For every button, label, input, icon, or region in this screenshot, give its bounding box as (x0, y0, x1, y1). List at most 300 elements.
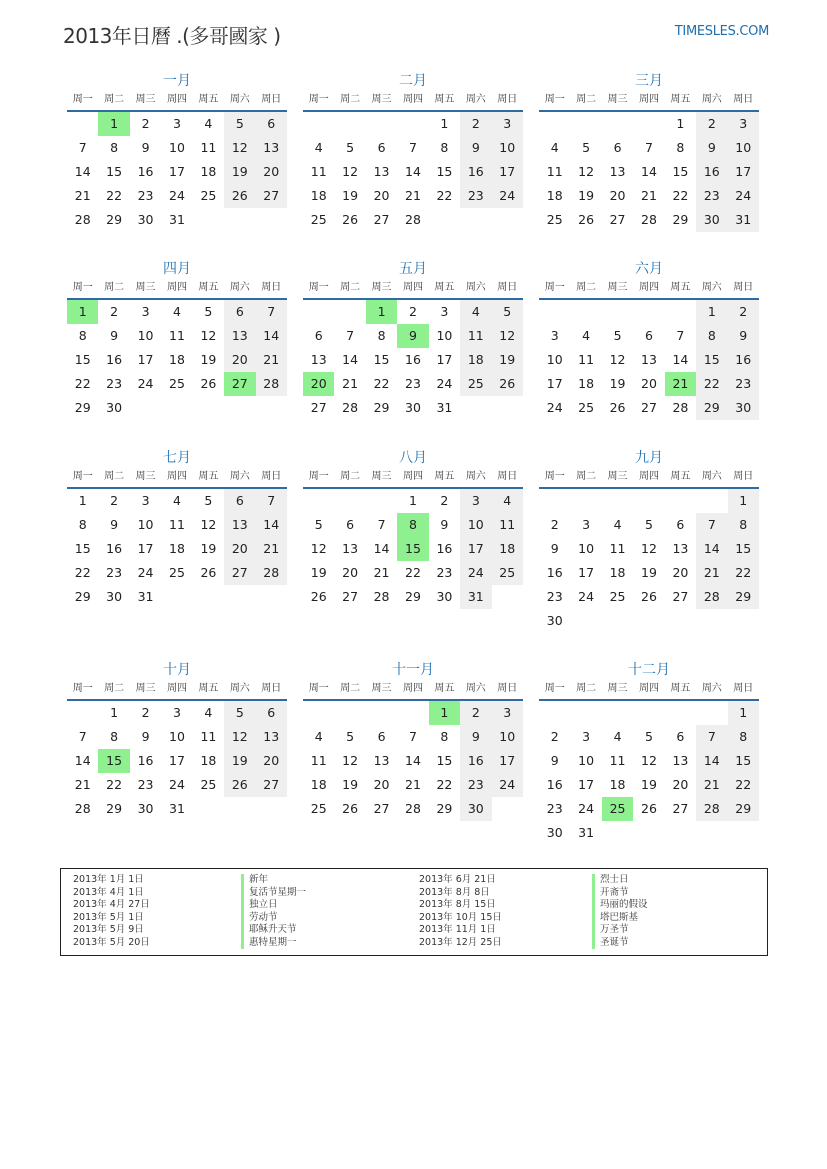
day-cell: 15 (696, 348, 727, 372)
day-cell: 5 (346, 140, 355, 155)
holiday-name: 耶稣升天节 (241, 924, 306, 937)
day-cell: 11 (609, 753, 626, 768)
weekday-label: 周五 (198, 94, 219, 105)
day-cell: 1 (110, 705, 119, 720)
day-grid (67, 300, 287, 420)
day-cell: 2 (696, 112, 727, 136)
day-cell: 12 (578, 164, 595, 179)
day-cell: 5 (492, 300, 523, 324)
weekday-label: 周五 (434, 94, 455, 105)
empty-cell (539, 489, 570, 513)
day-cell: 24 (137, 376, 154, 391)
day-cell: 15 (728, 749, 759, 773)
day-cell: 18 (169, 541, 185, 556)
day-cell: 24 (436, 376, 453, 391)
day-cell: 13 (672, 753, 689, 768)
day-cell: 18 (169, 352, 185, 367)
day-cell: 17 (137, 352, 154, 367)
day-cell: 8 (110, 140, 119, 155)
day-cell: 4 (314, 729, 323, 744)
day-cell: 5 (224, 112, 255, 136)
day-cell: 23 (546, 801, 563, 816)
weekday-label: 周二 (104, 94, 125, 105)
day-cell: 2 (550, 729, 559, 744)
weekday-label: 周三 (607, 282, 628, 293)
holiday-date: 2013年 8月 8日 (419, 886, 490, 898)
day-cell: 14 (672, 352, 689, 367)
day-cell: 11 (310, 164, 327, 179)
day-cell: 6 (676, 729, 685, 744)
weekday-label: 周日 (733, 471, 754, 482)
day-cell: 9 (696, 136, 727, 160)
day-cell: 27 (224, 561, 255, 585)
day-cell: 28 (696, 797, 727, 821)
brand-logo[interactable]: TIMESLES.COM (674, 24, 769, 39)
day-cell: 4 (173, 493, 181, 508)
day-cell: 27 (256, 184, 287, 208)
holiday-name: 劳动节 (241, 912, 306, 925)
day-cell: 14 (74, 753, 91, 768)
day-cell: 22 (106, 188, 123, 203)
day-cell: 29 (106, 801, 123, 816)
day-cell: 21 (405, 777, 421, 792)
empty-cell (570, 489, 601, 513)
weekday-label: 周三 (135, 94, 156, 105)
day-cell: 7 (696, 513, 727, 537)
day-cell: 1 (440, 116, 449, 131)
day-cell: 2 (409, 304, 417, 319)
day-cell: 18 (200, 753, 217, 768)
day-cell: 7 (346, 328, 355, 343)
day-cell: 13 (373, 164, 390, 179)
weekday-label: 周三 (135, 683, 156, 694)
day-cell: 5 (645, 517, 653, 532)
day-cell: 30 (436, 589, 453, 604)
weekday-label: 周日 (733, 94, 754, 105)
day-cell: 20 (224, 348, 255, 372)
weekday-label: 周六 (701, 471, 722, 482)
day-cell: 25 (169, 376, 185, 391)
empty-cell (633, 300, 664, 324)
day-cell: 2 (440, 493, 449, 508)
empty-cell (665, 701, 696, 725)
day-cell: 9 (460, 136, 491, 160)
day-cell: 30 (460, 797, 491, 821)
day-cell: 31 (137, 589, 154, 604)
day-cell: 16 (460, 160, 491, 184)
day-cell: 17 (169, 753, 185, 768)
empty-cell (570, 300, 601, 324)
day-cell: 16 (137, 753, 154, 768)
day-cell: 16 (546, 565, 563, 580)
day-cell: 26 (224, 773, 255, 797)
weekday-label: 周三 (371, 683, 392, 694)
holiday-day-cell: 9 (397, 324, 428, 348)
weekday-label: 周五 (670, 683, 691, 694)
day-cell: 23 (460, 773, 491, 797)
day-cell: 3 (492, 701, 523, 725)
day-cell: 15 (74, 541, 91, 556)
day-cell: 5 (314, 517, 323, 532)
day-cell: 20 (609, 188, 626, 203)
day-cell: 27 (672, 589, 689, 604)
day-cell: 24 (578, 589, 595, 604)
day-cell: 20 (342, 565, 359, 580)
day-cell: 13 (672, 541, 689, 556)
day-cell: 19 (310, 565, 327, 580)
weekday-label: 周三 (607, 683, 628, 694)
holiday-name: 复活节星期一 (241, 887, 306, 900)
day-cell: 12 (310, 541, 327, 556)
day-cell: 13 (256, 136, 287, 160)
weekday-label: 周五 (670, 282, 691, 293)
month-nov (303, 659, 523, 821)
weekday-header (539, 681, 759, 701)
month-sep (539, 447, 759, 633)
weekday-label: 周日 (261, 282, 282, 293)
day-cell: 31 (436, 400, 453, 415)
weekday-label: 周日 (261, 471, 282, 482)
day-cell: 6 (256, 112, 287, 136)
day-cell: 13 (256, 725, 287, 749)
day-cell: 25 (310, 212, 327, 227)
day-cell: 23 (137, 777, 154, 792)
weekday-header (67, 469, 287, 489)
day-cell: 18 (492, 537, 523, 561)
day-cell: 27 (373, 801, 390, 816)
empty-cell (366, 701, 397, 725)
day-cell: 3 (141, 493, 150, 508)
day-cell: 21 (74, 777, 91, 792)
day-cell: 17 (578, 777, 595, 792)
day-cell: 9 (550, 541, 559, 556)
day-cell: 26 (609, 400, 626, 415)
day-cell: 6 (613, 140, 622, 155)
day-cell: 11 (310, 753, 327, 768)
empty-cell (665, 300, 696, 324)
day-cell: 21 (696, 561, 727, 585)
day-cell: 28 (405, 801, 421, 816)
day-cell: 12 (492, 324, 523, 348)
holiday-date: 2013年 5月 1日 (73, 911, 144, 923)
weekday-label: 周日 (497, 94, 518, 105)
day-cell: 10 (460, 513, 491, 537)
holiday-day-cell: 1 (366, 300, 397, 324)
day-cell: 24 (460, 561, 491, 585)
empty-cell (696, 489, 727, 513)
weekday-label: 周六 (701, 683, 722, 694)
day-cell: 13 (224, 513, 255, 537)
day-cell: 21 (373, 565, 390, 580)
weekday-label: 周六 (229, 471, 250, 482)
day-cell: 26 (200, 376, 217, 391)
weekday-label: 周二 (340, 683, 361, 694)
weekday-label: 周一 (308, 471, 329, 482)
day-cell: 20 (373, 188, 390, 203)
holiday-day-cell: 25 (602, 797, 633, 821)
day-cell: 13 (224, 324, 255, 348)
weekday-label: 周二 (576, 683, 597, 694)
day-cell: 23 (106, 565, 123, 580)
weekday-label: 周一 (72, 282, 93, 293)
empty-cell (334, 489, 365, 513)
weekday-label: 周六 (229, 94, 250, 105)
weekday-label: 周三 (607, 471, 628, 482)
day-cell: 17 (460, 537, 491, 561)
weekday-label: 周二 (576, 282, 597, 293)
day-cell: 31 (578, 825, 595, 840)
day-cell: 16 (137, 164, 154, 179)
empty-cell (539, 701, 570, 725)
weekday-label: 周三 (135, 282, 156, 293)
holiday-name: 万圣节 (592, 924, 648, 937)
day-cell: 16 (106, 541, 123, 556)
day-cell: 28 (696, 585, 727, 609)
weekday-label: 周日 (497, 282, 518, 293)
day-cell: 29 (672, 212, 689, 227)
day-cell: 14 (74, 164, 91, 179)
empty-cell (334, 701, 365, 725)
day-cell: 9 (141, 140, 150, 155)
holiday-name: 圣诞节 (592, 937, 648, 950)
weekday-label: 周六 (465, 471, 486, 482)
day-cell: 16 (460, 749, 491, 773)
day-cell: 29 (728, 585, 759, 609)
weekday-header (539, 280, 759, 300)
day-cell: 12 (224, 725, 255, 749)
holiday-date: 2013年 4月 27日 (73, 899, 150, 910)
weekday-label: 周二 (104, 282, 125, 293)
day-cell: 8 (377, 328, 386, 343)
day-cell: 14 (696, 749, 727, 773)
day-cell: 14 (342, 352, 359, 367)
empty-cell (397, 112, 428, 136)
day-cell: 28 (641, 212, 657, 227)
day-cell: 11 (200, 729, 217, 744)
holiday-name: 新年 (241, 874, 306, 887)
holiday-date: 2013年 4月 1日 (73, 886, 144, 898)
day-cell: 11 (169, 517, 185, 532)
day-cell: 6 (256, 701, 287, 725)
day-cell: 17 (546, 376, 563, 391)
day-cell: 29 (373, 400, 390, 415)
day-cell: 8 (696, 324, 727, 348)
weekday-label: 周日 (261, 683, 282, 694)
holiday-day-cell: 20 (303, 372, 334, 396)
day-cell: 12 (641, 753, 657, 768)
weekday-label: 周二 (104, 683, 125, 694)
day-cell: 19 (342, 777, 359, 792)
day-cell: 30 (106, 589, 123, 604)
day-cell: 11 (546, 164, 563, 179)
holiday-day-cell: 1 (429, 701, 460, 725)
holiday-date: 2013年 11月 1日 (419, 924, 496, 935)
day-cell: 18 (200, 164, 217, 179)
day-cell: 18 (609, 565, 626, 580)
day-cell: 22 (74, 565, 91, 580)
day-cell: 13 (342, 541, 359, 556)
day-cell: 3 (460, 489, 491, 513)
day-cell: 2 (550, 517, 559, 532)
weekday-label: 周一 (544, 282, 565, 293)
day-cell: 14 (256, 324, 287, 348)
day-cell: 16 (436, 541, 453, 556)
weekday-label: 周一 (72, 683, 93, 694)
day-cell: 18 (310, 188, 327, 203)
day-cell: 16 (728, 348, 759, 372)
day-cell: 24 (137, 565, 154, 580)
empty-cell (602, 112, 633, 136)
month-title: 九月 (635, 450, 663, 466)
month-title: 二月 (399, 73, 427, 89)
empty-cell (633, 112, 664, 136)
day-cell: 28 (405, 212, 421, 227)
weekday-label: 周日 (497, 683, 518, 694)
day-cell: 10 (169, 140, 185, 155)
day-cell: 23 (728, 372, 759, 396)
day-cell: 12 (342, 164, 359, 179)
day-cell: 1 (728, 489, 759, 513)
day-cell: 10 (169, 729, 185, 744)
month-title: 十二月 (628, 662, 670, 678)
day-grid (539, 112, 759, 232)
day-cell: 11 (609, 541, 626, 556)
day-cell: 2 (460, 112, 491, 136)
month-jun (539, 258, 759, 420)
day-cell: 17 (492, 749, 523, 773)
day-cell: 18 (609, 777, 626, 792)
day-grid (67, 701, 287, 821)
day-cell: 5 (582, 140, 591, 155)
month-title: 四月 (163, 261, 191, 277)
day-cell: 18 (460, 348, 491, 372)
day-cell: 9 (440, 517, 449, 532)
day-cell: 4 (613, 517, 622, 532)
weekday-header (303, 92, 523, 112)
day-cell: 23 (436, 565, 453, 580)
day-cell: 12 (342, 753, 359, 768)
weekday-label: 周六 (701, 282, 722, 293)
day-cell: 30 (728, 396, 759, 420)
weekday-label: 周六 (701, 94, 722, 105)
day-cell: 3 (173, 705, 181, 720)
day-cell: 21 (641, 188, 657, 203)
weekday-label: 周二 (576, 94, 597, 105)
empty-cell (633, 489, 664, 513)
day-cell: 19 (641, 565, 657, 580)
weekday-label: 周五 (670, 94, 691, 105)
day-cell: 10 (546, 352, 563, 367)
day-cell: 12 (224, 136, 255, 160)
day-cell: 12 (641, 541, 657, 556)
day-cell: 25 (492, 561, 523, 585)
day-cell: 9 (110, 328, 119, 343)
day-cell: 30 (106, 400, 123, 415)
day-cell: 2 (460, 701, 491, 725)
day-cell: 16 (696, 160, 727, 184)
empty-cell (539, 300, 570, 324)
day-cell: 22 (74, 376, 91, 391)
day-cell: 2 (728, 300, 759, 324)
day-cell: 2 (110, 493, 119, 508)
holiday-names-col2 (592, 874, 648, 949)
day-cell: 6 (676, 517, 685, 532)
day-cell: 15 (436, 164, 453, 179)
day-cell: 20 (641, 376, 657, 391)
holiday-day-cell: 27 (224, 372, 255, 396)
weekday-label: 周三 (607, 94, 628, 105)
day-cell: 26 (641, 801, 657, 816)
weekday-label: 周五 (198, 471, 219, 482)
empty-cell (303, 489, 334, 513)
day-cell: 19 (200, 352, 217, 367)
holiday-date: 2013年 5月 20日 (73, 936, 150, 948)
day-cell: 9 (728, 324, 759, 348)
day-cell: 1 (728, 701, 759, 725)
empty-cell (334, 300, 365, 324)
day-cell: 13 (641, 352, 657, 367)
month-title: 六月 (635, 261, 663, 277)
day-cell: 4 (550, 140, 559, 155)
day-cell: 24 (546, 400, 563, 415)
day-cell: 7 (676, 328, 685, 343)
day-cell: 25 (200, 188, 217, 203)
day-cell: 22 (672, 188, 689, 203)
holiday-day-cell: 15 (98, 749, 129, 773)
day-cell: 11 (460, 324, 491, 348)
day-cell: 22 (436, 188, 453, 203)
month-may (303, 258, 523, 420)
day-cell: 12 (200, 328, 217, 343)
day-cell: 7 (409, 729, 417, 744)
day-cell: 28 (256, 561, 287, 585)
day-cell: 6 (377, 729, 386, 744)
empty-cell (602, 300, 633, 324)
weekday-header (67, 681, 287, 701)
day-cell: 2 (141, 116, 150, 131)
weekday-label: 周三 (135, 471, 156, 482)
weekday-label: 周三 (371, 282, 392, 293)
weekday-label: 周四 (402, 282, 423, 293)
day-cell: 8 (728, 513, 759, 537)
day-cell: 15 (106, 164, 123, 179)
weekday-label: 周四 (166, 683, 187, 694)
holiday-date: 2013年 5月 9日 (73, 924, 144, 935)
holiday-date: 2013年 12月 25日 (419, 936, 502, 948)
day-cell: 8 (440, 729, 449, 744)
day-cell: 11 (169, 328, 185, 343)
day-cell: 4 (204, 116, 213, 131)
empty-cell (696, 701, 727, 725)
day-cell: 13 (609, 164, 626, 179)
weekday-label: 周日 (497, 471, 518, 482)
day-cell: 3 (173, 116, 181, 131)
day-cell: 12 (200, 517, 217, 532)
day-cell: 25 (460, 372, 491, 396)
day-cell: 15 (436, 753, 453, 768)
day-cell: 19 (492, 348, 523, 372)
day-cell: 22 (106, 777, 123, 792)
day-cell: 30 (405, 400, 421, 415)
day-cell: 8 (78, 328, 87, 343)
day-cell: 6 (224, 300, 255, 324)
day-grid (303, 112, 523, 232)
day-cell: 27 (373, 212, 390, 227)
day-cell: 7 (645, 140, 653, 155)
weekday-label: 周四 (166, 471, 187, 482)
weekday-label: 周三 (371, 94, 392, 105)
holiday-day-cell: 1 (98, 112, 129, 136)
